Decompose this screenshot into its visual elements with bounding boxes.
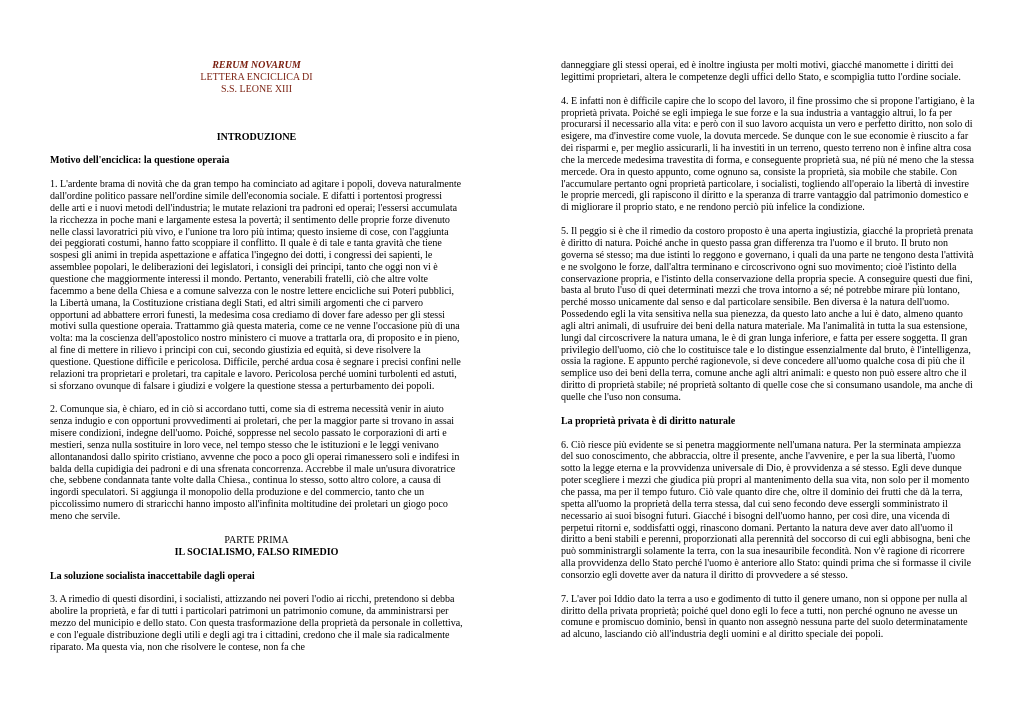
- section-heading-proprieta: La proprietà privata è di diritto naturale: [561, 415, 736, 427]
- paragraph-1: 1. L'ardente brama di novità che da gran tempo ha cominciato ad agitare i popoli, doveva naturalmente dall'ordine politico passare nell'ordine simile dell'economia sociale. E difatti i portentosi progressi delle arti e i nuovi metodi dell'industria; le mutate relazioni tra padroni ed operai; l'essersi accumulata la ricchezza in poche mani e largamente estesa la povertà; il sentimento delle proprie forze divenuto nelle classi lavoratrici più vivo, e l'unione tra loro più intima; questo insieme di cose, con l'aggiunta dei peggiorati costumi, hanno fatto scoppiare il conflitto. Il quale è di tale e tanta gravità che tiene sospesi gli animi in trepida aspettazione e affatica l'ingegno dei dotti, i congressi dei sapienti, le assemblee popolari, le deliberazioni dei legislatori, i consigli dei principi, tanto che oggi non vi è questione che maggiormente interessi il mondo. Pertanto, venerabili fratelli, ciò che altre volte facemmo a bene della Chiesa e a comune salvezza con le nostre lettere encicliche sui Poteri pubblici, la Libertà umana, la Costituzione cristiana degli Stati, ed altri simili argomenti che ci parvero opportuni ad abbattere errori funesti, la medesima cosa crediamo di dover fare adesso per gli stessi motivi sulla questione operaia. Trattammo già questa materia, come ce ne venne l'occasione più di una volta: ma la coscienza dell'apostolico nostro ministero ci muove a trattarla ora, di proposito e in pieno, al fine di mettere in rilievo i principi con cui, secondo giustizia ed equità, si deve risolvere la questione. Questione difficile e pericolosa. Difficile, perché ardua cosa è segnare i precisi confini nelle relazioni tra proprietari e proletari, tra capitale e lavoro. Pericolosa perché uomini turbolenti ed astuti, si sforzano ovunque di falsare i giudizi e volgere la questione stessa a perturbamento dei popoli.: [50, 179, 462, 392]
- document-author: S.S. LEONE XIII: [220, 83, 293, 95]
- left-column: [50, 60, 463, 666]
- document-subtitle: LETTERA ENCICLICA DI: [200, 71, 313, 83]
- paragraph-6: 6. Ciò riesce più evidente se si penetra maggiormente nell'umana natura. Per la sterminata ampiezza del suo conoscimento, che abbraccia, oltre il presente, anche l'avvenire, e per la sua libertà, l'uomo sotto la legge eterna e la provvidenza universale di Dio, è provvidenza a sé stesso. Egli deve dunque poter scegliere i mezzi che giudica più propri al mantenimento della sua vita, non solo per il momento che passa, ma per il tempo futuro. Ciò vale quanto dire che, oltre il dominio dei frutti che dà la terra, spetta all'uomo la proprietà della terra stessa, dal cui seno fecondo deve essergli somministrato il necessario ai suoi bisogni futuri. Giacché i bisogni dell'uomo hanno, per così dire, una vicenda di perpetui ritorni e, soddisfatti oggi, rinascono domani. Pertanto la natura deve aver dato all'uomo il diritto a beni stabili e perenni, proporzionati alla perennità del soccorso di cui egli abbisogna, beni che può somministrargli solamente la terra, con la sua inesauribile fecondità. Non v'è ragione di ricorrere alla provvidenza dello Stato perché l'uomo è anteriore allo Stato: quindi prima che si formasse il civile consorzio egli dovette aver da natura il diritto di provvedere a sé stesso.: [561, 439, 972, 581]
- document-header: [50, 60, 463, 96]
- section-heading-socialismo: La soluzione socialista inaccettabile dagli operai: [50, 570, 255, 582]
- right-column: [561, 60, 975, 653]
- paragraph-3: 3. A rimedio di questi disordini, i socialisti, attizzando nei poveri l'odio ai ricchi, pretendono si debba abolire la proprietà, e far di tutti i particolari patrimoni un patrimonio comune, da amministrarsi per mezzo del municipio e dello stato. Con questa trasformazione della proprietà da personale in collettiva, e con l'eguale distribuzione degli utili e degli agi tra i cittadini, credono che il male sia radicalmente riparato. Ma questa via, non che risolvere le contese, non fa che: [50, 594, 463, 653]
- paragraph-3-continued: danneggiare gli stessi operai, ed è inoltre ingiusta per molti motivi, giacché manomette i diritti dei legittimi proprietari, altera le competenze degli uffici dello Stato, e scompiglia tutto l'ordine sociale.: [561, 60, 961, 83]
- intro-heading: INTRODUZIONE: [216, 131, 297, 143]
- document-title: RERUM NOVARUM: [212, 60, 301, 71]
- paragraph-5: 5. Il peggio si è che il rimedio da costoro proposto è una aperta ingiustizia, giacché la proprietà prenata è diritto di natura. Poiché anche in questo passa gran differenza tra l'uomo e il bruto. Il bruto non governa sé stesso; ma due istinti lo reggono e governano, i quali da una parte ne tengono desta l'attività e ne svolgono le forze, dall'altra terminano e circoscrivono ogni suo movimento; cioè l'istinto della conservazione propria, e l'istinto della conservazione della propria specie. A conseguire questi due fini, basta al bruto l'uso di quei determinati mezzi che trova intorno a sé; né potrebbe mirare più lontano, perché mosso unicamente dal senso e dal particolare sensibile. Ben diversa è la natura dell'uomo. Possedendo egli la vita sensitiva nella sua pienezza, da questo lato anche a lui è dato, almeno quanto agli altri animali, di usufruire dei beni della natura materiale. Ma l'animalità in tutta la sua estensione, lungi dal circoscrivere la natura umana, le è di gran lunga inferiore, e fatta per essere soggetta. Il gran privilegio dell'uomo, ciò che lo costituisce tale e lo distingue essenzialmente dal bruto, è l'intelligenza, ossia la ragione. E appunto perché ragionevole, si deve concedere all'uomo qualche cosa di più che il semplice uso dei beni della terra, comune anche agli altri animali: e questo non può essere altro che il diritto di proprietà stabile; né proprietà soltanto di quelle cose che si consumano usandole, ma anche di quelle che l'uso non consuma.: [561, 226, 974, 403]
- paragraph-7: 7. L'aver poi Iddio dato la terra a uso e godimento di tutto il genere umano, non si oppone per nulla al diritto della privata proprietà; poiché quel dono egli lo fece a tutti, non perché ognuno ne avesse un comune e promiscuo dominio, bensì in quanto non assegnò nessuna parte del suolo determinatamente ad alcuno, lasciando ciò all'industria degli uomini e al diritto speciale dei popoli.: [561, 593, 968, 641]
- paragraph-2: 2. Comunque sia, è chiaro, ed in ciò si accordano tutti, come sia di estrema necessità venir in aiuto senza indugio e con opportuni provvedimenti ai proletari, che per la maggior parte si trovano in assai misere condizioni, indegne dell'uomo. Poiché, soppresse nel secolo passato le corporazioni di arti e mestieri, senza nulla sostituire in loro vece, nel tempo stesso che le istituzioni e le leggi venivano allontanandosi dallo spirito cristiano, avvenne che poco a poco gli operai rimanessero soli e indifesi in balda della cupidigia dei padroni e di una sfrenata concorrenza. Accrebbe il male un'usura divoratrice che, sebbene condannata tante volte dalla Chiesa., continua lo stesso, sotto altro colore, a causa di ingordi speculatori. Si aggiunga il monopolio della produzione e del commercio, tanto che un piccolissimo numero di straricchi hanno imposto all'infinita moltitudine dei proletari un giogo poco meno che servile.: [50, 404, 460, 522]
- part-subtitle: IL SOCIALISMO, FALSO RIMEDIO: [174, 546, 339, 558]
- paragraph-4: 4. E infatti non è difficile capire che lo scopo del lavoro, il fine prossimo che si propone l'artigiano, è la proprietà privata. Poiché se egli impiega le sue forze e la sua industria a vantaggio altrui, lo fa per procurarsi il necessario alla vita: e però con il suo lavoro acquista un vero e perfetto diritto, non solo di esigere, ma d'investire come vuole, la dovuta mercede. Se dunque con le sue economie è riuscito a far dei risparmi e, per meglio assicurarli, li ha investiti in un terreno, questo terreno non è infine altra cosa che la mercede medesima travestita di forma, e conseguente proprietà sua, né più né meno che la stessa mercede. Ora in questo appunto, come ognuno sa, consiste la proprietà, sia mobile che stabile. Con l'accumulare pertanto ogni proprietà particolare, i socialisti, togliendo all'operaio la libertà di investire le proprie mercedi, gli rapiscono il diritto e la speranza di trarre vantaggio dal patrimonio domestico e di migliorare il proprio stato, e ne rendono perciò più infelice la condizione.: [561, 95, 975, 214]
- section-heading-motivo: Motivo dell'enciclica: la questione operaia: [50, 155, 230, 167]
- part-title: PARTE PRIMA: [224, 534, 289, 546]
